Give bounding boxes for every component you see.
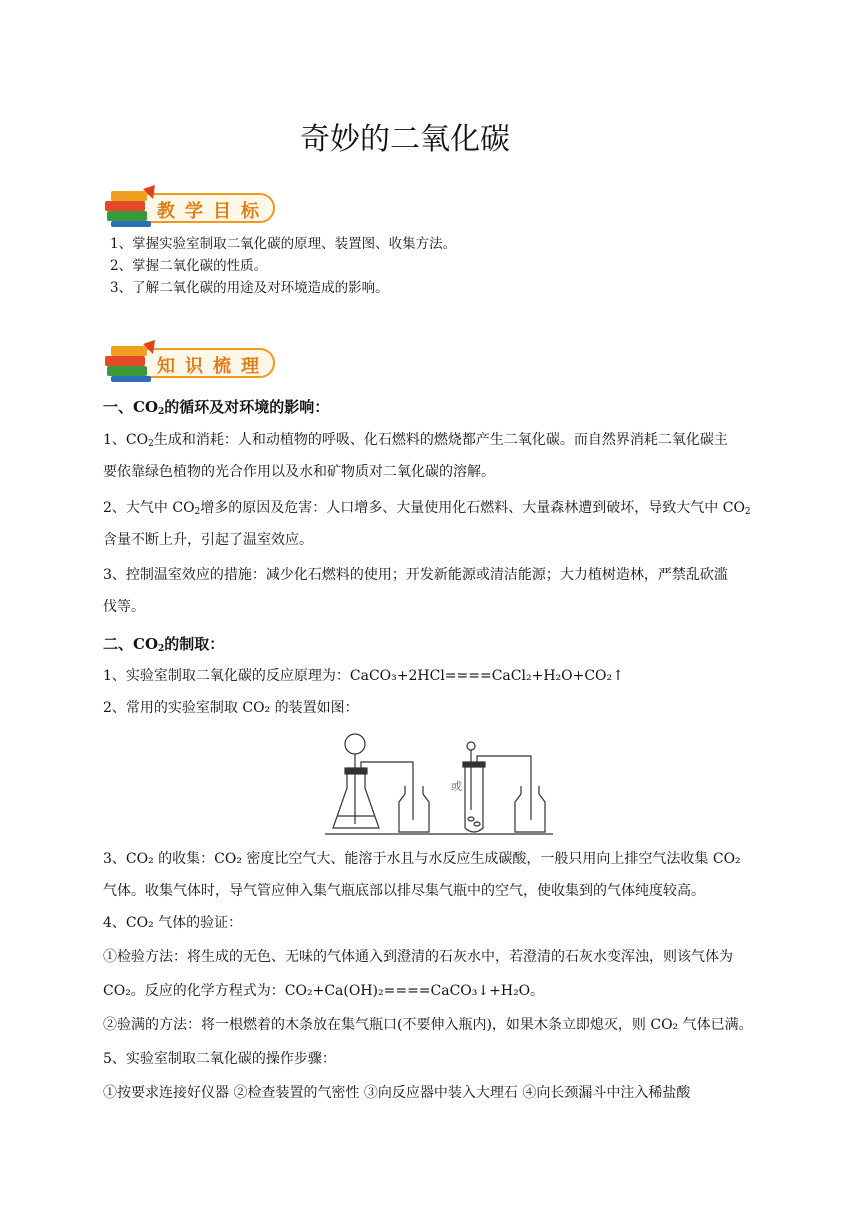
paragraph: 2、大气中 $CO_2$增多的原因及危害：人口增多、大量使用化石燃料、大量森林遭到破坏，导致大气中 $CO_2$ <box>103 500 751 517</box>
badge-label: 教学目标 <box>157 201 269 222</box>
objective-item: 3、了解二氧化碳的用途及对环境造成的影响。 <box>110 280 389 296</box>
knowledge-review-badge <box>103 340 279 386</box>
paragraph-continued: 含量不断上升，引起了温室效应。 <box>103 532 313 548</box>
collection-method: 3、CO₂ 的收集：CO₂ 密度比空气大、能溶于水且与水反应生成碳酸，一般只用向上排空气法收集 CO₂ <box>103 851 741 867</box>
section-heading: 二、$CO_2$的制取： <box>103 635 225 654</box>
full-check-method: ②验满的方法：将一根燃着的木条放在集气瓶口(不要伸入瓶内)，如果木条立即熄灭，则 CO₂ 气体已满。 <box>103 1017 753 1033</box>
section-heading: 一、$CO_2$的循环及对环境的影响： <box>103 398 330 417</box>
objective-item: 2、掌握二氧化碳的性质。 <box>110 258 268 274</box>
paragraph-continued: 要依靠绿色植物的光合作用以及水和矿物质对二氧化碳的溶解。 <box>103 464 495 480</box>
procedure-heading: 5、实验室制取二氧化碳的操作步骤： <box>103 1051 336 1067</box>
verification-heading: 4、CO₂ 气体的验证： <box>103 915 243 931</box>
apparatus-intro: 2、常用的实验室制取 CO₂ 的装置如图： <box>103 700 359 716</box>
collection-method-continued: 气体。收集气体时，导气管应伸入集气瓶底部以排尽集气瓶中的空气，使收集到的气体纯度较高。 <box>103 883 705 899</box>
reaction-principle: 1、实验室制取二氧化碳的反应原理为：CaCO₃+2HCl====CaCl₂+H₂O+CO₂↑ <box>103 668 624 684</box>
books-icon <box>103 185 159 231</box>
paragraph: 1、$CO_2$生成和消耗：人和动植物的呼吸、化石燃料的燃烧都产生二氧化碳。而自然界消耗二氧化碳主 <box>103 432 728 449</box>
objective-item: 1、掌握实验室制取二氧化碳的原理、装置图、收集方法。 <box>110 236 457 252</box>
badge-label: 知识梳理 <box>157 356 269 377</box>
or-label: 或 <box>451 780 462 793</box>
paragraph: 3、控制温室效应的措施：减少化石燃料的使用；开发新能源或清洁能源；大力植树造林，严禁乱砍滥 <box>103 567 728 583</box>
books-icon <box>103 340 159 386</box>
page-title: 奇妙的二氧化碳 <box>300 122 510 157</box>
procedure-steps: ①按要求连接好仪器 ②检查装置的气密性 ③向反应器中装入大理石 ④向长颈漏斗中注入稀盐酸 <box>103 1085 691 1101</box>
test-method-equation: CO₂。反应的化学方程式为：CO₂+Ca(OH)₂====CaCO₃↓+H₂O。 <box>103 983 545 999</box>
apparatus-diagram <box>325 724 555 836</box>
teaching-goals-badge <box>103 185 279 231</box>
paragraph-continued: 伐等。 <box>103 599 145 615</box>
test-method: ①检验方法：将生成的无色、无味的气体通入到澄清的石灰水中，若澄清的石灰水变浑浊，则该气体为 <box>103 949 733 965</box>
